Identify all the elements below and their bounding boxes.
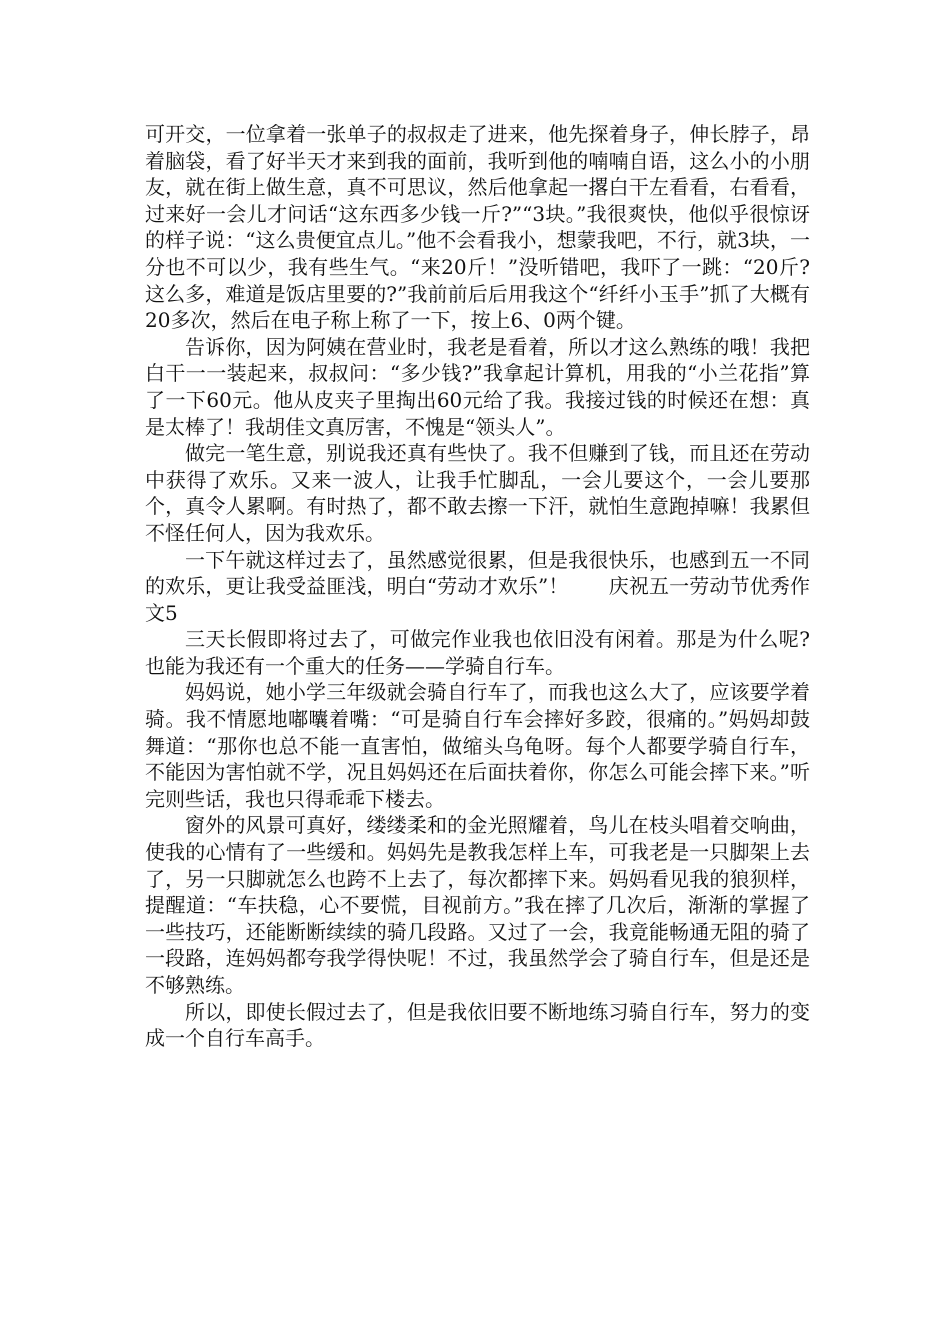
document-body: [145, 121, 810, 1052]
paragraph-1: 可开交，一位拿着一张单子的叔叔走了进来，他先探着身子，伸长脖子，昂着脑袋，看了好半天才来到我的面前，我听到他的喃喃自语，这么小的小朋友，就在街上做生意，真不可思议，然后他拿起一撂白干左看看，右看看，过来好一会儿才问话“这东西多少钱一斤?”“3块。”我很爽快，他似乎很惊讶的样子说：“这么贵便宜点儿。”他不会看我小，想蒙我吧，不行，就3块，一分也不可以少，我有些生气。“来20斤！”没听错吧，我吓了一跳：“20斤?这么多，难道是饭店里要的?”我前前后后用我这个“纤纤小玉手”抓了大概有20多次，然后在电子称上称了一下，按上6、0两个键。: [145, 122, 810, 333]
paragraph-7: 窗外的风景可真好，缕缕柔和的金光照耀着，鸟儿在枝头唱着交响曲，使我的心情有了一些缓和。妈妈先是教我怎样上车，可我老是一只脚架上去了，另一只脚就怎么也跨不上去了，每次都摔下来。妈妈看见我的狼狈样，提醒道：“车扶稳，心不要慌，目视前方。”我在摔了几次后，渐渐的掌握了一些技巧，还能断断续续的骑几段路。又过了一会，我竟能畅通无阻的骑了一段路，连妈妈都夸我学得快呢！不过，我虽然学会了骑自行车，但是还是不够熟练。: [145, 813, 810, 997]
paragraph-6: 妈妈说，她小学三年级就会骑自行车了，而我也这么大了，应该要学着骑。我不情愿地嘟囔着嘴：“可是骑自行车会摔好多跤，很痛的。”妈妈却鼓舞道：“那你也总不能一直害怕，做缩头乌龟呀。每个人都要学骑自行车，不能因为害怕就不学，况且妈妈还在后面扶着你，你怎么可能会摔下来。”听完则些话，我也只得乖乖下楼去。: [145, 680, 810, 811]
paragraph-5: 三天长假即将过去了，可做完作业我也依旧没有闲着。那是为什么呢?也能为我还有一个重大的任务——学骑自行车。: [145, 627, 810, 678]
paragraph-8: 所以，即使长假过去了，但是我依旧要不断地练习骑自行车，努力的变成一个自行车高手。: [145, 999, 810, 1051]
paragraph-3: 做完一笔生意，别说我还真有些快了。我不但赚到了钱，而且还在劳动中获得了欢乐。又来一波人，让我手忙脚乱，一会儿要这个，一会儿要那个，真令人累啊。有时热了，都不敢去擦一下汗，就怕生意跑掉嘛！我累但不怪任何人，因为我欢乐。: [145, 441, 810, 545]
paragraph-4: 一下午就这样过去了，虽然感觉很累，但是我很快乐，也感到五一不同的欢乐，更让我受益匪浅，明白“劳动才欢乐”！ 庆祝五一劳动节优秀作文5: [145, 547, 810, 625]
paragraph-2: 告诉你，因为阿姨在营业时，我老是看着，所以才这么熟练的哦！我把白干一一装起来，叔叔问：“多少钱?”我拿起计算机，用我的“小兰花指”算了一下60元。他从皮夹子里掏出60元给了我。我接过钱的时候还在想：真是太棒了！我胡佳文真厉害，不愧是“领头人”。: [145, 334, 810, 439]
